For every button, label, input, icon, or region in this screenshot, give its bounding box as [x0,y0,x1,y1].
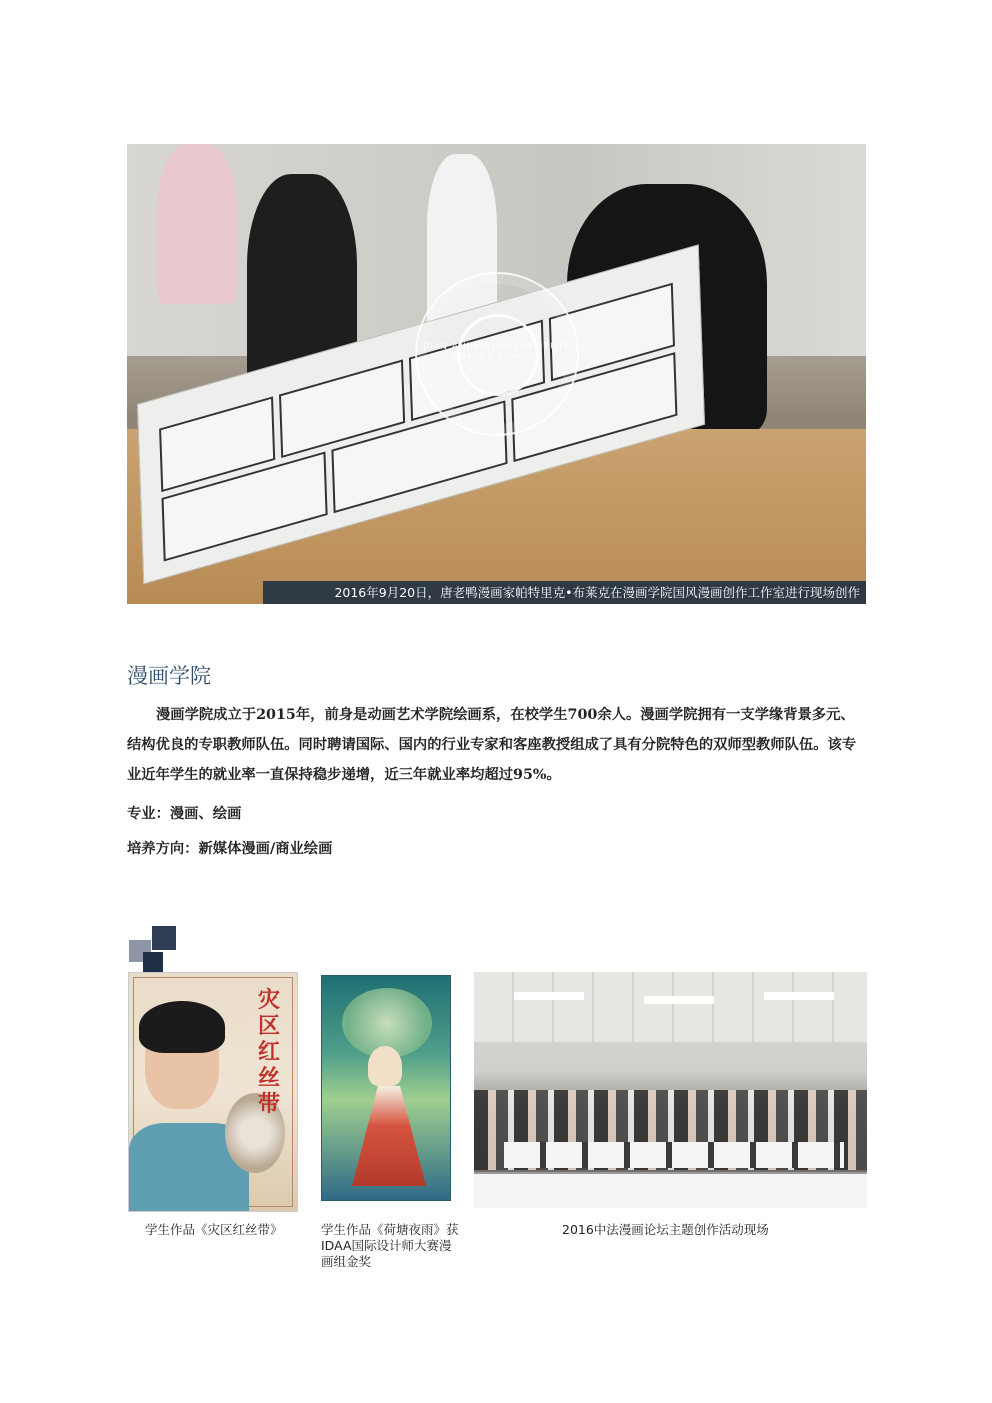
decor-square [152,926,176,950]
photo-drawings [504,1142,844,1168]
school-logo-stamp [415,272,579,436]
photo-person [157,144,237,304]
photo-tables [474,1172,867,1208]
top-photo [127,144,866,604]
artwork-figure-head [368,1046,402,1086]
top-photo-caption: 2016年9月20日，唐老鸭漫画家帕特里克•布莱克在漫画学院国风漫画创作工作室进行现场创作 [334,585,860,600]
decor-square [143,952,163,972]
artwork-figure-hair [139,1001,225,1053]
major-line: 专业：漫画、绘画 [127,806,242,822]
caption-artwork-1: 学生作品《灾区红丝带》 [145,1222,283,1237]
direction-line: 培养方向：新媒体漫画/商业绘画 [127,841,333,857]
caption-event-photo: 2016中法漫画论坛主题创作活动现场 [562,1222,769,1237]
ceiling-light [514,992,584,1000]
ceiling-light [764,992,834,1000]
artwork-title: 灾区红丝带 [257,987,280,1117]
ceiling-light [644,996,714,1004]
artwork-lotus-rain [321,975,451,1201]
photo-ceiling [474,972,867,1042]
section-title: 漫画学院 [127,664,211,688]
artwork-disaster-ribbon [128,972,298,1212]
artwork-dress [352,1086,426,1186]
forum-event-photo [474,972,867,1208]
caption-artwork-2: 学生作品《荷塘夜雨》获IDAA国际设计师大赛漫画组金奖 [321,1222,459,1269]
section-body: 漫画学院成立于2015年，前身是动画艺术学院绘画系，在校学生700余人。漫画学院拥有一支学缘背景多元、结构优良的专职教师队伍。同时聘请国际、国内的行业专家和客座教授组成了具有分院特色的双师型教师队伍。该专业近年学生的就业率一直保持稳步递增，近三年就业率均超过95%。 [127,707,857,783]
stamp-lettering: JILIN ANIMATION INSTITUTE COMICS SCHOOL [423,342,571,362]
